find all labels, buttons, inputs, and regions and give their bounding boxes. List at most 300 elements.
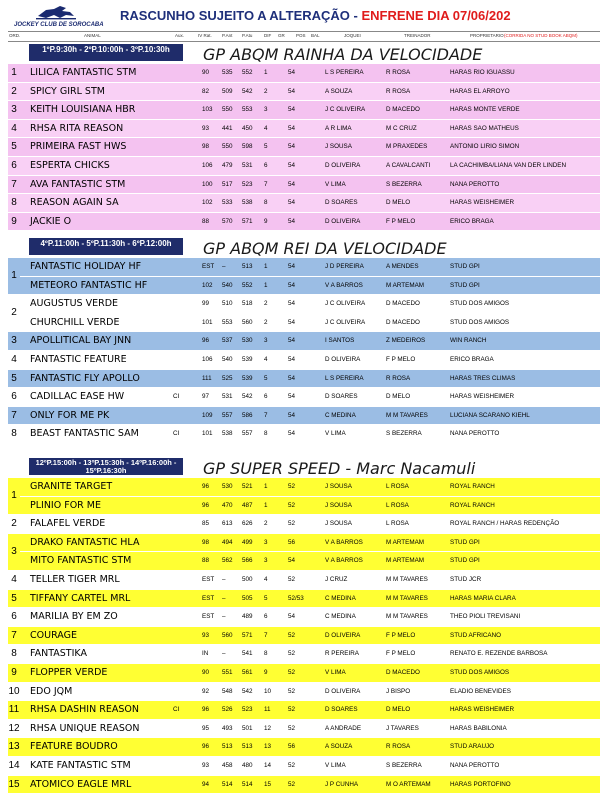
table-row xyxy=(8,701,600,720)
p-atu-cell: 538 xyxy=(242,199,253,207)
gr-cell: 52 xyxy=(288,483,296,490)
jockey-cell: C MEDINA xyxy=(325,613,356,621)
jockey-cell: V A BARROS xyxy=(325,557,363,565)
col-p-ant: P.Ant xyxy=(222,33,233,38)
race-times xyxy=(29,44,183,61)
col-p-atu: P.Atu xyxy=(242,33,253,38)
table-row xyxy=(8,370,600,389)
horse-name: PLINIO FOR ME xyxy=(30,499,101,511)
dif-cell: 15 xyxy=(264,780,272,788)
jockey-cell: A ANDRADE xyxy=(325,724,362,732)
p-ant-cell: 548 xyxy=(222,687,233,695)
owner-cell: HARAS WEISHEIMER xyxy=(450,199,515,207)
iv-cell: 98 xyxy=(202,143,210,151)
p-atu-cell: 553 xyxy=(242,106,253,114)
entry-number: 10 xyxy=(8,683,20,701)
iv-cell: 96 xyxy=(202,483,210,490)
horse-name: MITO FANTASTIC STM xyxy=(30,555,132,567)
trainer-cell: M ARTEMAM xyxy=(386,281,425,289)
trainer-cell: F P MELO xyxy=(386,217,416,225)
jockey-cell: J SOUSA xyxy=(325,501,352,509)
entry-number: 6 xyxy=(8,157,20,175)
jockey-cell: D OLIVEIRA xyxy=(325,687,361,695)
horse-name: LILICA FANTASTIC STM xyxy=(30,67,137,78)
gr-cell: 52 xyxy=(288,687,296,695)
col-aux: Aux. xyxy=(175,33,185,38)
iv-cell: 90 xyxy=(202,669,210,676)
trainer-cell: Z MEDEIROS xyxy=(386,337,426,345)
jockey-cell: J CRUZ xyxy=(325,576,348,583)
jockey-cell: I SANTOS xyxy=(325,337,355,345)
owner-cell: ANTONIO LIRIO SIMON xyxy=(450,143,520,151)
p-atu-cell: 489 xyxy=(242,613,253,621)
horse-name: RHSA DASHIN REASON xyxy=(30,704,139,716)
trainer-cell: M PRAXEDES xyxy=(386,143,428,151)
horse-name: AUGUSTUS VERDE xyxy=(30,298,119,310)
trainer-cell: D MELO xyxy=(386,706,411,714)
race-times xyxy=(29,458,183,475)
jockey-cell: V LIMA xyxy=(325,762,346,769)
trainer-cell: R ROSA xyxy=(386,69,411,76)
trainer-cell: R ROSA xyxy=(386,743,411,751)
col-bal: BAL xyxy=(311,33,320,38)
entry-number: 5 xyxy=(8,370,20,388)
dif-cell: 3 xyxy=(264,538,268,546)
gr-cell: 52 xyxy=(288,576,296,583)
jockey-cell: V LIMA xyxy=(325,180,346,188)
gr-cell: 52 xyxy=(288,501,296,509)
horse-name: JACKIE O xyxy=(30,215,72,227)
entry-number: 6 xyxy=(8,608,20,626)
trainer-cell: M M TAVARES xyxy=(386,576,428,583)
col-animal: ANIMAL xyxy=(84,33,101,38)
entry-number: 2 xyxy=(8,295,20,331)
iv-cell: 100 xyxy=(202,180,213,188)
p-atu-cell: 542 xyxy=(242,393,253,401)
gr-cell: 52 xyxy=(288,706,296,714)
owner-cell: NANA PEROTTO xyxy=(450,180,500,188)
entry-number: 4 xyxy=(8,571,20,589)
aux-cell: CI xyxy=(173,430,180,438)
gr-cell: 54 xyxy=(288,217,296,225)
entry-number: 7 xyxy=(8,176,20,194)
trainer-cell: D MACEDO xyxy=(386,669,420,676)
dif-cell: 2 xyxy=(264,318,268,326)
p-atu-cell: 539 xyxy=(242,356,253,363)
gr-cell: 52/53 xyxy=(288,594,304,602)
gr-cell: 52 xyxy=(288,762,296,769)
gr-cell: 52 xyxy=(288,780,296,788)
jockey-cell: J C OLIVEIRA xyxy=(325,300,366,308)
race-times-line: 4ºP.11:00h - 5ºP.11:30h - 6ºP.12:00h xyxy=(40,239,172,248)
jockey-cell: J C OLIVEIRA xyxy=(325,318,366,326)
p-atu-cell: 505 xyxy=(242,594,253,602)
trainer-cell: M ARTEMAM xyxy=(386,557,425,565)
iv-cell: 101 xyxy=(202,318,213,326)
gr-cell: 54 xyxy=(288,69,296,76)
gr-cell: 54 xyxy=(288,557,296,565)
table-row xyxy=(8,64,600,83)
trainer-cell: M M TAVARES xyxy=(386,411,428,419)
p-ant-cell: 458 xyxy=(222,762,233,769)
p-ant-cell: 562 xyxy=(222,557,233,565)
trainer-cell: M ARTEMAM xyxy=(386,538,425,546)
dif-cell: 6 xyxy=(264,393,268,401)
gr-cell: 56 xyxy=(288,538,296,546)
dif-cell: 1 xyxy=(264,281,268,289)
p-atu-cell: 598 xyxy=(242,143,253,151)
jockey-cell: V A BARROS xyxy=(325,281,363,289)
horse-name: FEATURE BOUDRO xyxy=(30,741,118,753)
trainer-cell: M M TAVARES xyxy=(386,594,428,602)
table-row xyxy=(8,608,600,627)
iv-cell: 106 xyxy=(202,356,213,363)
iv-cell: 103 xyxy=(202,106,213,114)
p-atu-cell: 557 xyxy=(242,430,253,438)
table-row xyxy=(8,332,600,351)
gr-cell: 54 xyxy=(288,613,296,621)
owner-cell: HARAS MARIA CLARA xyxy=(450,594,516,602)
owner-cell: STUD DOS AMIGOS xyxy=(450,318,510,326)
table-row xyxy=(8,515,600,534)
owner-cell: STUD ARAUJO xyxy=(450,743,495,751)
table-row xyxy=(8,552,600,571)
aux-cell: CI xyxy=(173,706,180,714)
trainer-cell: D MACEDO xyxy=(386,300,420,308)
table-row xyxy=(8,664,600,683)
dif-cell: 8 xyxy=(264,430,268,438)
dif-cell: 1 xyxy=(264,483,268,490)
horse-name: BEAST FANTASTIC SAM xyxy=(30,428,139,440)
col-ord: ORD. xyxy=(9,33,21,38)
p-ant-cell: 513 xyxy=(222,743,233,751)
p-ant-cell: 509 xyxy=(222,87,233,95)
title-date: ENFRENE DIA 07/06/202 xyxy=(361,8,511,23)
entry-number: 9 xyxy=(8,664,20,682)
table-row xyxy=(8,738,600,757)
dif-cell: 10 xyxy=(264,687,272,695)
entry-number: 8 xyxy=(8,645,20,663)
horse-name: PRIMEIRA FAST HWS xyxy=(30,141,127,153)
p-ant-cell: 550 xyxy=(222,106,233,114)
p-atu-cell: 530 xyxy=(242,337,253,345)
gr-cell: 56 xyxy=(288,743,296,751)
iv-cell: 96 xyxy=(202,706,210,714)
title-main: RASCUNHO SUJEITO A ALTERAÇÃO xyxy=(120,8,350,23)
entry-number: 5 xyxy=(8,138,20,156)
gr-cell: 54 xyxy=(288,356,296,363)
horse-name: MARILIA BY EM ZO xyxy=(30,611,118,623)
owner-cell: LUCIANA SCARANO KIEHL xyxy=(450,411,530,419)
p-atu-cell: 539 xyxy=(242,374,253,382)
jockey-cell: L S PEREIRA xyxy=(325,374,364,382)
iv-cell: 96 xyxy=(202,743,210,751)
p-ant-cell: 514 xyxy=(222,780,233,788)
horse-name: CHURCHILL VERDE xyxy=(30,316,120,328)
table-row xyxy=(8,627,600,646)
title-separator: - xyxy=(349,8,362,23)
gr-cell: 54 xyxy=(288,411,296,419)
iv-cell: 93 xyxy=(202,762,210,769)
p-atu-cell: 501 xyxy=(242,724,253,732)
iv-cell: EST xyxy=(202,594,215,602)
jockey-cell: J SOUSA xyxy=(325,483,352,490)
table-row xyxy=(8,277,600,296)
dif-cell: 3 xyxy=(264,337,268,345)
horse-name: ESPERTA CHICKS xyxy=(30,160,110,171)
horse-name: RHSA RITA REASON xyxy=(30,122,124,134)
gr-cell: 52 xyxy=(288,669,296,676)
table-row xyxy=(8,407,600,426)
p-ant-cell: 517 xyxy=(222,180,233,188)
dif-cell: 12 xyxy=(264,724,272,732)
horse-name: TIFFANY CARTEL MRL xyxy=(30,592,131,604)
dif-cell: 7 xyxy=(264,180,268,188)
table-row xyxy=(8,757,600,776)
trainer-cell: J BISPO xyxy=(386,687,411,695)
gr-cell: 52 xyxy=(288,650,296,658)
race-name: GP ABQM REI DA VELOCIDADE xyxy=(203,239,447,258)
table-row xyxy=(8,295,600,314)
col-dif: DIF xyxy=(264,33,272,38)
p-ant-cell: 441 xyxy=(222,124,233,132)
dif-cell: 4 xyxy=(264,356,268,363)
iv-cell: EST xyxy=(202,613,215,621)
owner-cell: LA CACHIMBA/LIANA VAN DER LINDEN xyxy=(450,162,567,169)
owner-cell: ERICO BRAGA xyxy=(450,356,494,363)
col-treinador: TREINADOR xyxy=(404,33,431,38)
p-ant-cell: 570 xyxy=(222,217,233,225)
entry-number: 4 xyxy=(8,351,20,369)
iv-cell: 98 xyxy=(202,538,210,546)
table-row xyxy=(8,571,600,590)
trainer-cell: R ROSA xyxy=(386,87,411,95)
p-atu-cell: 518 xyxy=(242,300,253,308)
iv-cell: 88 xyxy=(202,557,210,565)
dif-cell: 5 xyxy=(264,374,268,382)
p-ant-cell: 526 xyxy=(222,706,233,714)
table-row xyxy=(8,388,600,407)
p-ant-cell: 551 xyxy=(222,669,233,676)
p-atu-cell: 523 xyxy=(242,180,253,188)
race-name: GP SUPER SPEED - Marc Nacamuli xyxy=(203,459,476,478)
dif-cell: 1 xyxy=(264,263,268,270)
trainer-cell: L ROSA xyxy=(386,483,409,490)
trainer-cell: F P MELO xyxy=(386,631,416,639)
horse-name: FANTASTIC FEATURE xyxy=(30,354,127,365)
trainer-cell: D MELO xyxy=(386,199,411,207)
table-row xyxy=(8,138,600,157)
p-ant-cell: 530 xyxy=(222,483,233,490)
p-atu-cell: 571 xyxy=(242,631,253,639)
p-ant-cell: – xyxy=(222,594,226,602)
dif-cell: 14 xyxy=(264,762,272,769)
p-atu-cell: 513 xyxy=(242,263,253,270)
dif-cell: 4 xyxy=(264,124,268,132)
horse-name: TELLER TIGER MRL xyxy=(30,574,120,585)
entry-number: 2 xyxy=(8,515,20,533)
horse-name: KEITH LOUISIANA HBR xyxy=(30,104,136,116)
dif-cell: 9 xyxy=(264,669,268,676)
owner-cell: WIN RANCH xyxy=(450,337,487,345)
p-ant-cell: 525 xyxy=(222,374,233,382)
iv-cell: 109 xyxy=(202,411,213,419)
horse-name: ONLY FOR ME PK xyxy=(30,409,110,421)
owner-cell: STUD GPI xyxy=(450,538,480,546)
horse-name: DRAKO FANTASTIC HLA xyxy=(30,536,140,548)
horse-name: GRANITE TARGET xyxy=(30,481,113,492)
iv-cell: 102 xyxy=(202,199,213,207)
iv-cell: EST xyxy=(202,263,215,270)
jockey-cell: D SOARES xyxy=(325,199,358,207)
jockey-cell: D OLIVEIRA xyxy=(325,356,361,363)
entry-number: 4 xyxy=(8,120,20,138)
owner-cell: HARAS WEISHEIMER xyxy=(450,393,515,401)
p-ant-cell: – xyxy=(222,576,226,583)
jockey-cell: J D PEREIRA xyxy=(325,263,364,270)
owner-cell: HARAS RIO IGUASSU xyxy=(450,69,515,76)
jockey-cell: R PEREIRA xyxy=(325,650,359,658)
owner-cell: NANA PEROTTO xyxy=(450,430,500,438)
owner-cell: HARAS SAO MATHEUS xyxy=(450,124,519,132)
jockey-cell: D SOARES xyxy=(325,706,358,714)
iv-cell: 94 xyxy=(202,780,210,788)
horse-name: CADILLAC EASE HW xyxy=(30,391,125,403)
horse-name: EDO JQM xyxy=(30,685,73,697)
dif-cell: 8 xyxy=(264,650,268,658)
dif-cell: 6 xyxy=(264,613,268,621)
jockey-cell: A SOUZA xyxy=(325,87,353,95)
iv-cell: EST xyxy=(202,576,215,583)
dif-cell: 2 xyxy=(264,300,268,308)
horse-name: APOLLITICAL BAY JNN xyxy=(30,335,132,347)
iv-cell: 97 xyxy=(202,393,210,401)
owner-cell: STUD JCR xyxy=(450,576,482,583)
p-ant-cell: – xyxy=(222,613,226,621)
owner-cell: ELADIO BENEVIDES xyxy=(450,687,511,695)
p-ant-cell: 553 xyxy=(222,318,233,326)
horse-name: FALAFEL VERDE xyxy=(30,518,106,530)
race-block-header xyxy=(8,238,600,257)
owner-cell: STUD GPI xyxy=(450,263,480,270)
horse-name: AVA FANTASTIC STM xyxy=(30,178,126,190)
race-block-header xyxy=(8,44,600,63)
entry-number: 2 xyxy=(8,83,20,101)
entry-number: 8 xyxy=(8,194,20,212)
entry-number: 12 xyxy=(8,720,20,738)
gr-cell: 54 xyxy=(288,337,296,345)
entry-number: 14 xyxy=(8,757,20,775)
entry-number: 8 xyxy=(8,425,20,443)
trainer-cell: S BEZERRA xyxy=(386,430,422,438)
trainer-cell: J TAVARES xyxy=(386,724,419,732)
owner-cell: RENATO E. REZENDE BARBOSA xyxy=(450,650,548,658)
entry-number: 13 xyxy=(8,738,20,756)
owner-cell: ERICO BRAGA xyxy=(450,217,494,225)
dif-cell: 1 xyxy=(264,69,268,76)
dif-cell: 9 xyxy=(264,217,268,225)
owner-cell: NANA PEROTTO xyxy=(450,762,500,769)
entry-number: 7 xyxy=(8,627,20,645)
p-atu-cell: 499 xyxy=(242,538,253,546)
jockey-cell: C MEDINA xyxy=(325,594,356,602)
dif-cell: 7 xyxy=(264,411,268,419)
iv-cell: IN xyxy=(202,650,209,658)
gr-cell: 54 xyxy=(288,430,296,438)
iv-cell: 96 xyxy=(202,501,210,509)
dif-cell: 11 xyxy=(264,706,271,714)
page-title xyxy=(120,8,600,30)
table-row xyxy=(8,194,600,213)
owner-cell: HARAS PORTOFINO xyxy=(450,780,511,788)
table-row xyxy=(8,157,600,176)
col-gr: GR xyxy=(278,33,285,38)
owner-cell: STUD DOS AMIGOS xyxy=(450,669,510,676)
gr-cell: 54 xyxy=(288,374,296,382)
horse-name: KATE FANTASTIC STM xyxy=(30,760,131,771)
dif-cell: 5 xyxy=(264,594,268,602)
horse-name: FANTASTIKA xyxy=(30,648,87,660)
trainer-cell: F P MELO xyxy=(386,650,416,658)
horse-name: COURAGE xyxy=(30,629,77,641)
entry-number: 6 xyxy=(8,388,20,406)
p-atu-cell: 541 xyxy=(242,650,253,658)
table-row xyxy=(8,101,600,120)
p-ant-cell: 531 xyxy=(222,393,233,401)
trainer-cell: M O ARTEMAM xyxy=(386,780,431,788)
trainer-cell: L ROSA xyxy=(386,520,409,528)
owner-cell: ROYAL RANCH / HARAS REDENÇÃO xyxy=(450,520,560,528)
p-ant-cell: – xyxy=(222,263,226,270)
p-atu-cell: 552 xyxy=(242,69,253,76)
dif-cell: 5 xyxy=(264,143,268,151)
iv-cell: 82 xyxy=(202,87,210,95)
gr-cell: 54 xyxy=(288,281,296,289)
dif-cell: 13 xyxy=(264,743,272,751)
jockey-cell: D OLIVEIRA xyxy=(325,217,361,225)
table-row xyxy=(8,720,600,739)
p-atu-cell: 552 xyxy=(242,281,253,289)
table-row xyxy=(8,120,600,139)
trainer-cell: R ROSA xyxy=(386,374,411,382)
owner-cell: HARAS MONTE VERDE xyxy=(450,106,520,114)
iv-cell: 96 xyxy=(202,337,210,345)
horse-name: FANTASTIC FLY APOLLO xyxy=(30,372,140,384)
p-atu-cell: 542 xyxy=(242,687,253,695)
race-times-line: 1ºP.9:30h - 2ºP.10:00h - 3ºP.10:30h xyxy=(42,45,170,54)
owner-cell: HARAS EL ARROYO xyxy=(450,87,510,95)
dif-cell: 3 xyxy=(264,106,268,114)
trainer-cell: D MELO xyxy=(386,393,411,401)
p-ant-cell: 540 xyxy=(222,356,233,363)
owner-cell: STUD GPI xyxy=(450,281,480,289)
dif-cell: 3 xyxy=(264,557,268,565)
logo-text: JOCKEY CLUB DE SOROCABA xyxy=(14,22,104,28)
gr-cell: 54 xyxy=(288,199,296,207)
trainer-cell: D MACEDO xyxy=(386,106,420,114)
gr-cell: 54 xyxy=(288,124,296,132)
owner-cell: STUD GPI xyxy=(450,557,480,565)
col-prop-note: (CORRIDA NO STUD BOOK ABQM) xyxy=(504,33,578,38)
p-atu-cell: 531 xyxy=(242,162,253,169)
iv-cell: 99 xyxy=(202,300,210,308)
entry-number: 1 xyxy=(8,64,20,82)
table-row xyxy=(8,683,600,702)
gr-cell: 54 xyxy=(288,180,296,188)
p-atu-cell: 521 xyxy=(242,483,253,490)
trainer-cell: M C CRUZ xyxy=(386,124,417,132)
p-atu-cell: 450 xyxy=(242,124,253,132)
